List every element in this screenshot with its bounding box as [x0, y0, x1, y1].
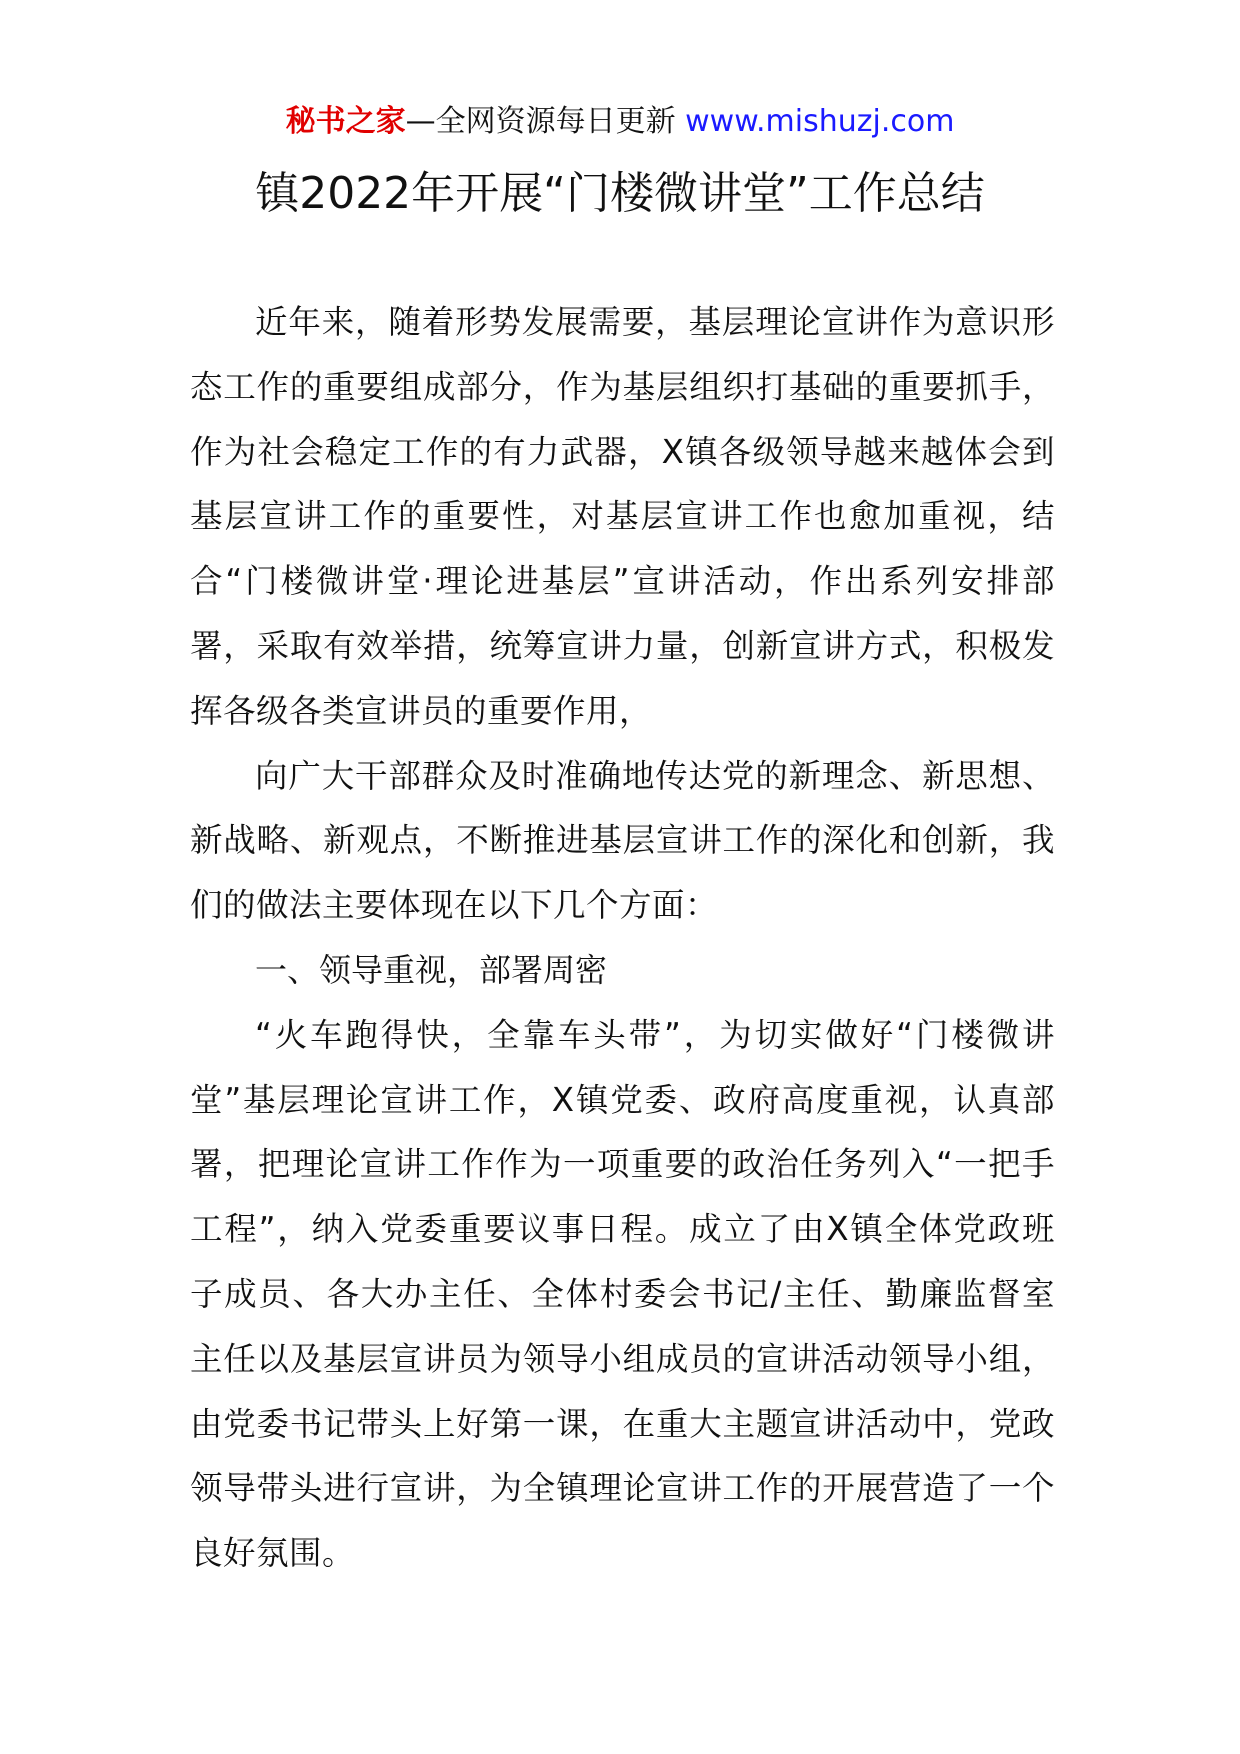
paragraph-section-1: “火车跑得快，全靠车头带”，为切实做好“门楼微讲堂”基层理论宣讲工作，X镇党委、政府高度重视，认真部署，把理论宣讲工作作为一项重要的政治任务列入“一把手工程”，纳入党委重要议事日程。成立了由X镇全体党政班子成员、各大办主任、全体村委会书记/主任、勤廉监督室主任以及基层宣讲员为领导小组成员的宣讲活动领导小组，由党委书记带头上好第一课，在重大主题宣讲活动中，党政领导带头进行宣讲，为全镇理论宣讲工作的开展营造了一个良好氛围。 — [190, 1015, 1055, 1573]
watermark-brand: 秘书之家 — [285, 104, 406, 139]
watermark-url-link[interactable]: www.mishuzj.com — [685, 104, 955, 139]
site-watermark-header — [0, 100, 1240, 144]
document-body — [190, 290, 1055, 1586]
section-heading-1: 一、领导重视，部署周密 — [255, 950, 608, 989]
paragraph-intro: 近年来，随着形势发展需要，基层理论宣讲作为意识形态工作的重要组成部分，作为基层组织打基础的重要抓手，作为社会稳定工作的有力武器，X镇各级领导越来越体会到基层宣讲工作的重要性，对基层宣讲工作也愈加重视，结合“门楼微讲堂·理论进基层”宣讲活动，作出系列安排部署，采取有效举措，统筹宣讲力量，创新宣讲方式，积极发挥各级各类宣讲员的重要作用， — [190, 303, 1055, 730]
paragraph-approach: 向广大干部群众及时准确地传达党的新理念、新思想、新战略、新观点，不断推进基层宣讲工作的深化和创新，我们的做法主要体现在以下几个方面： — [190, 756, 1055, 925]
watermark-tagline: —全网资源每日更新 — [405, 104, 676, 139]
document-title: 镇2022年开展“门楼微讲堂”工作总结 — [255, 168, 985, 219]
